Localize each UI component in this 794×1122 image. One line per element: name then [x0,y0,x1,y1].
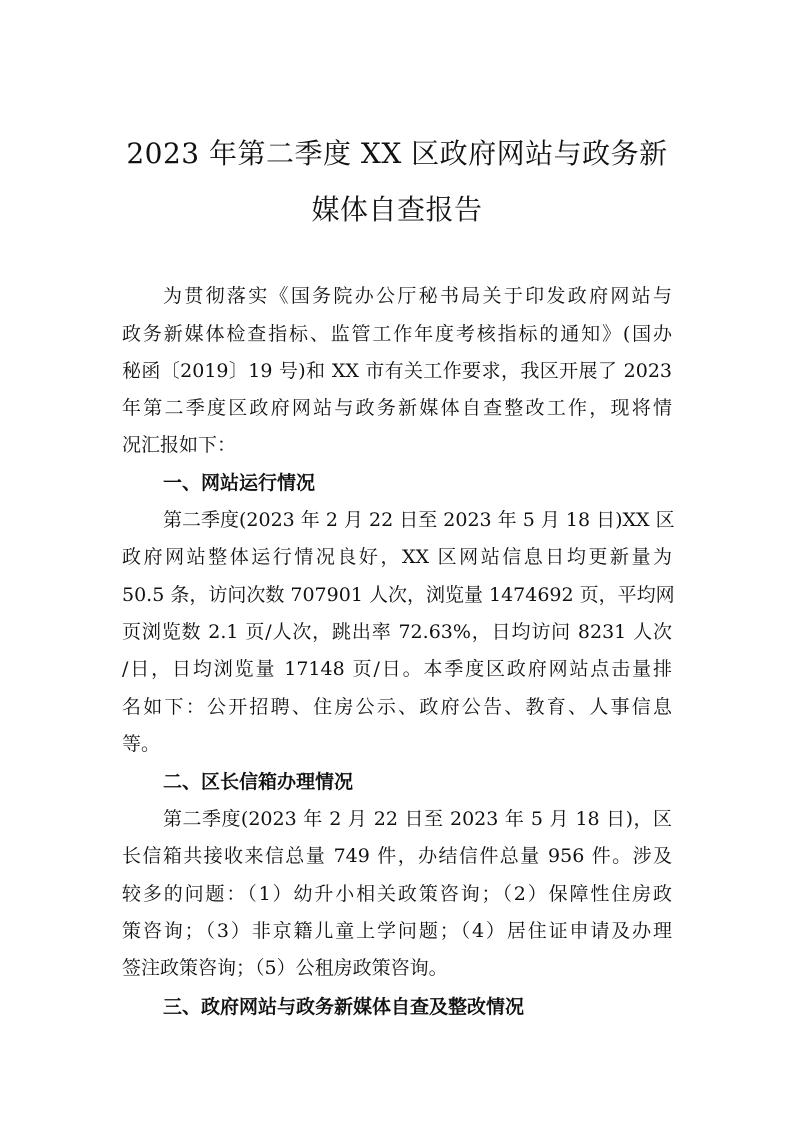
report-title-line-1: 2023 年第二季度 XX 区政府网站与政务新 [126,137,668,170]
intro-line: 政务新媒体检查指标、监管工作年度考核指标的通知》(国办 [122,323,672,345]
intro-line: 年第二季度区政府网站与政务新媒体自查整改工作，现将情 [122,397,672,419]
section1-line: 第二季度(2023 年 2 月 22 日至 2023 年 5 月 18 日)XX 区 [163,509,675,531]
section1-line: 50.5 条，访问次数 707901 人次，浏览量 1474692 页，平均网 [122,584,675,606]
section2-line: 签注政策咨询；（5）公租房政策咨询。 [122,957,448,979]
section-heading-self-inspection: 三、政府网站与政务新媒体自查及整改情况 [163,996,525,1018]
section1-line: 页浏览数 2.1 页/人次，跳出率 72.63%，日均访问 8231 人次 [122,621,672,643]
section-heading-mayor-mailbox: 二、区长信箱办理情况 [163,771,354,793]
report-title-line-2: 媒体自查报告 [311,193,483,226]
section1-line: /日，日均浏览量 17148 页/日。本季度区政府网站点击量排 [122,658,672,680]
intro-line: 况汇报如下： [122,434,237,456]
intro-line: 秘函〔2019〕19 号)和 XX 市有关工作要求，我区开展了 2023 [122,360,672,382]
section2-line: 长信箱共接收来信总量 749 件，办结信件总量 956 件。涉及 [122,845,672,867]
section2-line: 策咨询；（3）非京籍儿童上学问题；（4）居住证申请及办理 [122,920,672,942]
section2-line: 第二季度(2023 年 2 月 22 日至 2023 年 5 月 18 日)，区 [163,808,672,830]
section1-line: 名如下：公开招聘、住房公示、政府公告、教育、人事信息 [122,696,672,718]
section1-line: 等。 [122,733,161,755]
intro-line: 为贯彻落实《国务院办公厅秘书局关于印发政府网站与 [163,285,672,307]
section2-line: 较多的问题：（1）幼升小相关政策咨询；（2）保障性住房政 [122,883,672,905]
section-heading-website-operation: 一、网站运行情况 [163,472,316,494]
section1-line: 政府网站整体运行情况良好，XX 区网站信息日均更新量为 [122,546,672,568]
